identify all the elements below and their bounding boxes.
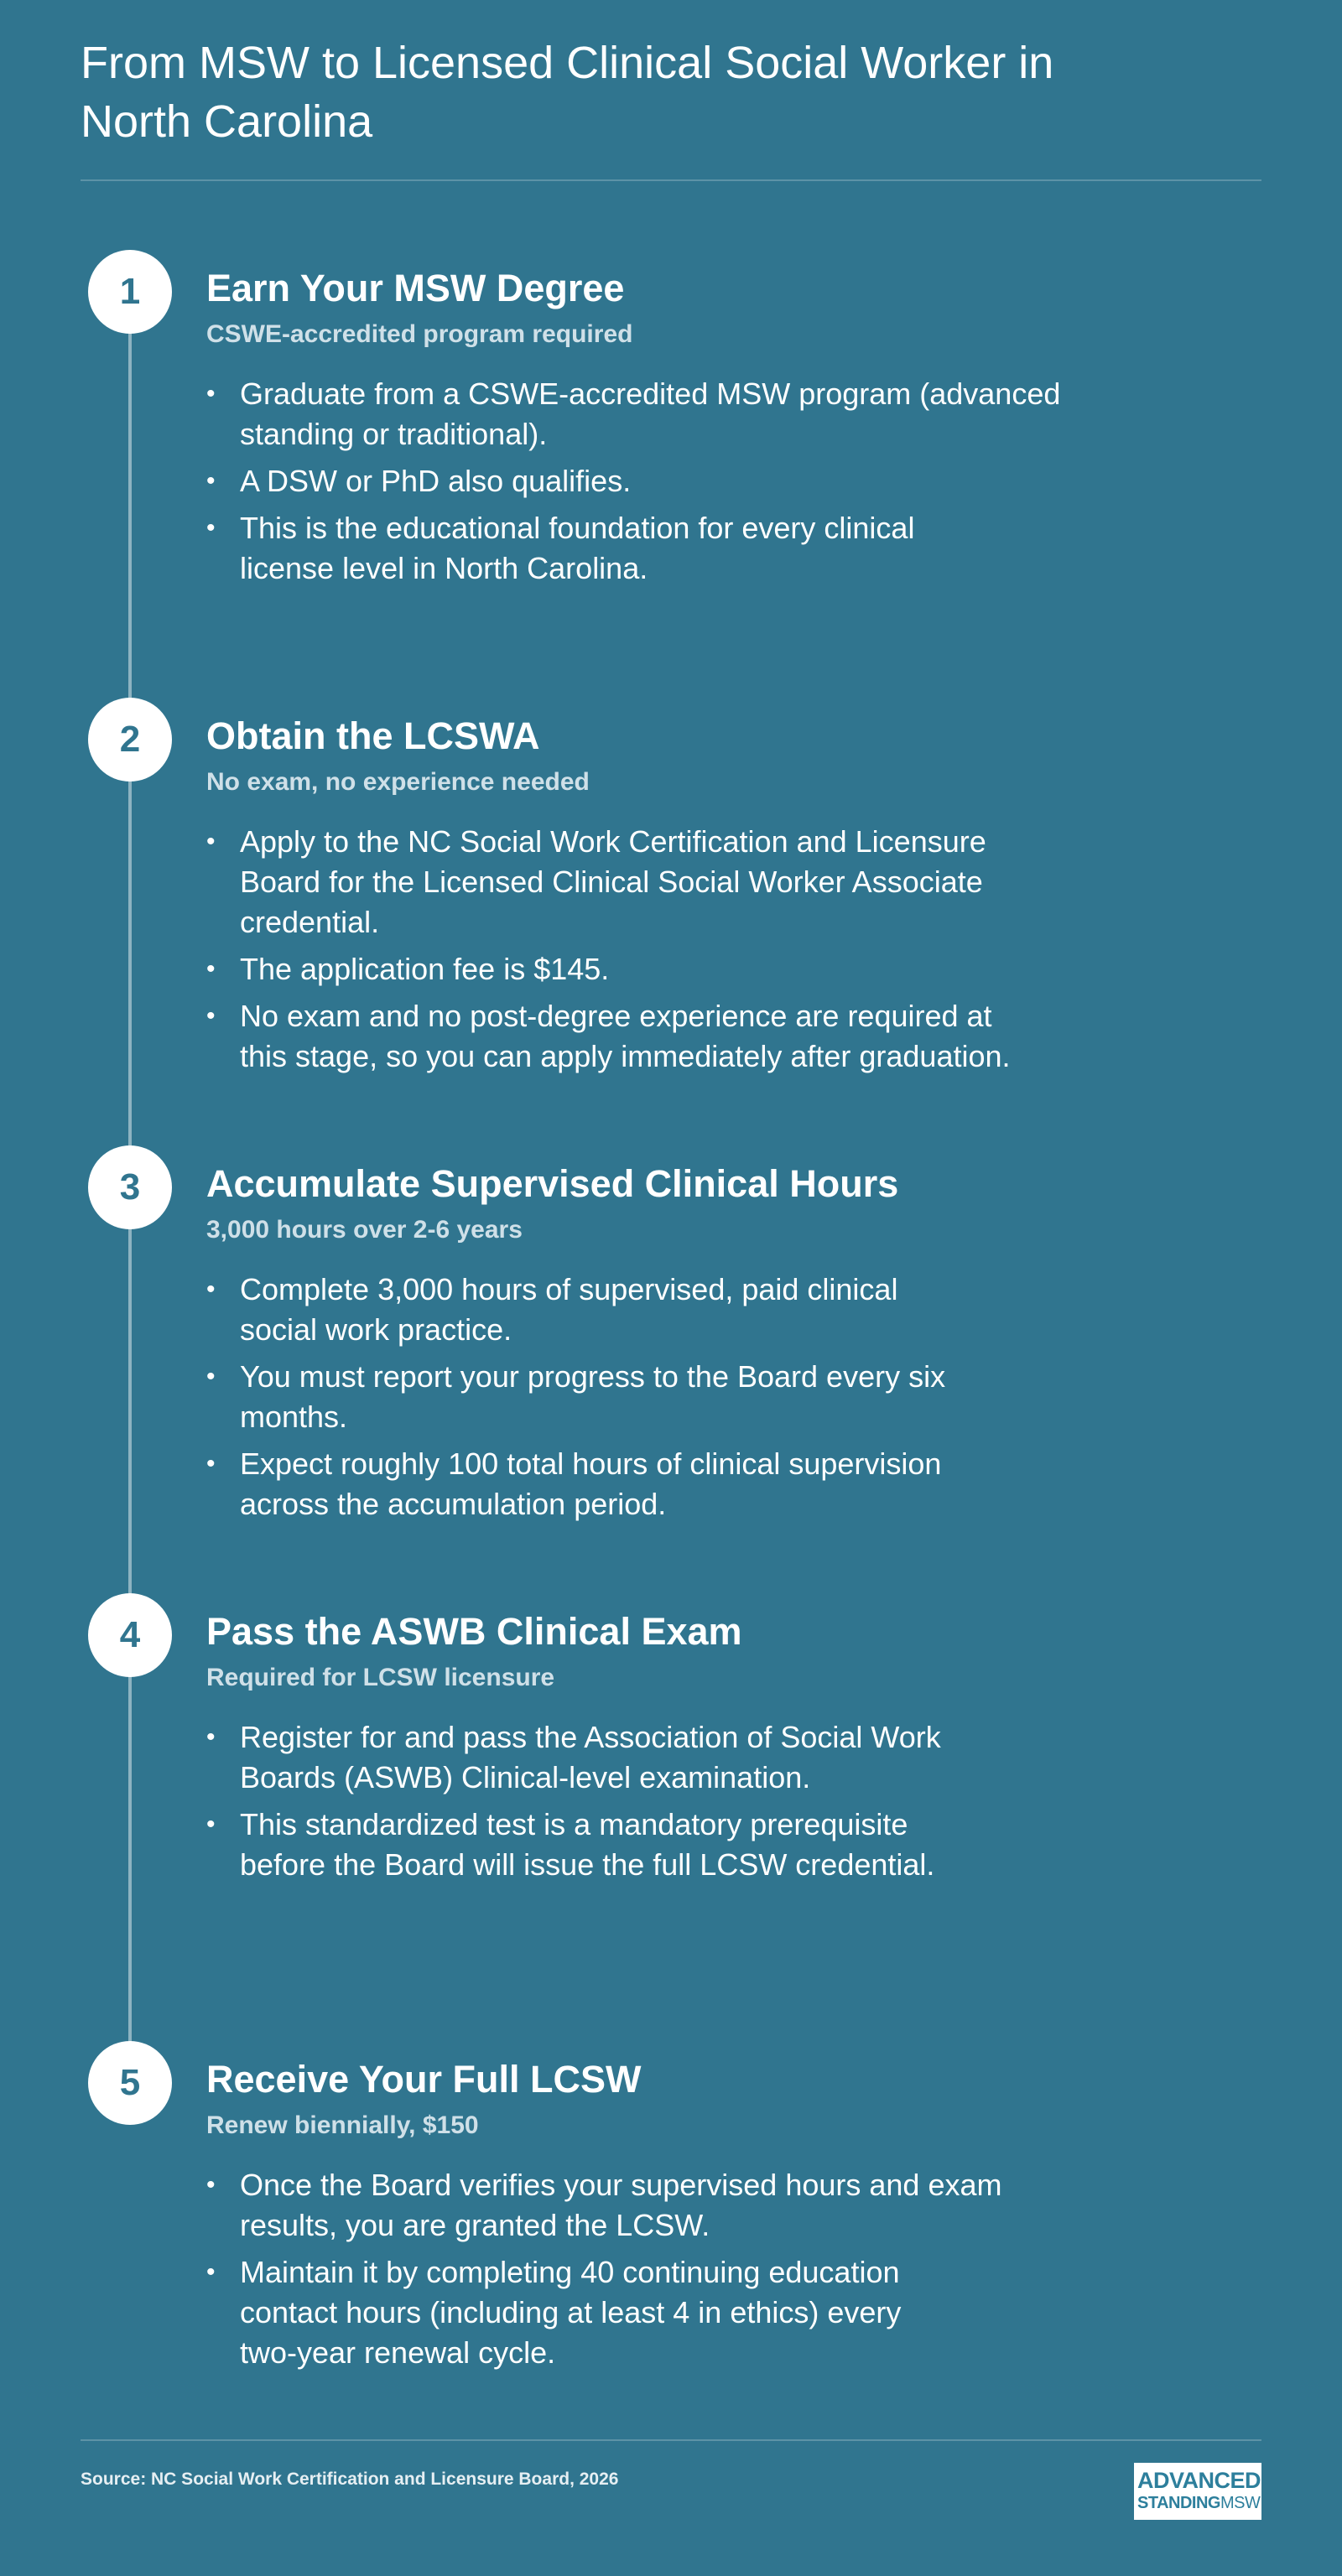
step-bullet: • You must report your progress to the Board every six months. [206,1357,1012,1437]
step-bullet-list [206,822,1045,1083]
step-bullet: • A DSW or PhD also qualifies. [206,461,1129,501]
source-citation: Source: NC Social Work Certification and Licensure Board, 2026 [81,2470,619,2489]
step-bullet: • Expect roughly 100 total hours of clinical supervision across the accumulation period. [206,1444,1012,1524]
step-number-badge: 5 [88,2041,172,2125]
brand-logo-line1: ADVANCED [1137,2468,1261,2493]
brand-logo-line2 [1137,2493,1261,2513]
step-bullet: • The application fee is $145. [206,949,1045,989]
step-5 [0,2041,1342,2393]
brand-logo-standing: STANDING [1137,2494,1220,2512]
step-subtitle: Required for LCSW licensure [206,1664,555,1691]
step-number-badge: 2 [88,698,172,782]
step-title: Accumulate Supervised Clinical Hours [206,1162,899,1205]
step-number-badge: 3 [88,1145,172,1229]
step-bullet: • Register for and pass the Association of Social Work Boards (ASWB) Clinical-level examination. [206,1717,1012,1798]
step-1 [0,250,1342,602]
step-title: Earn Your MSW Degree [206,267,625,309]
step-bullet-list [206,2165,1045,2380]
step-subtitle: No exam, no experience needed [206,768,590,796]
step-bullet: • Complete 3,000 hours of supervised, paid clinical social work practice. [206,1270,978,1350]
step-3 [0,1145,1342,1521]
title-divider [81,179,1261,181]
step-bullet-list [206,374,1129,595]
step-bullet: • This standardized test is a mandatory prerequisite before the Board will issue the full LCSW credential. [206,1805,995,1885]
step-4 [0,1593,1342,1895]
step-bullet: • Maintain it by completing 40 continuing education contact hours (including at least 4 in ethics) every two-year renewal cycle. [206,2252,961,2373]
step-bullet: • Graduate from a CSWE-accredited MSW program (advanced standing or traditional). [206,374,1129,454]
step-subtitle: Renew biennially, $150 [206,2111,479,2139]
step-bullet-list [206,1270,1012,1531]
step-title: Pass the ASWB Clinical Exam [206,1610,742,1653]
step-subtitle: 3,000 hours over 2-6 years [206,1216,523,1244]
step-bullet: • Once the Board verifies your supervised hours and exam results, you are granted the LCSW. [206,2165,1045,2246]
step-subtitle: CSWE-accredited program required [206,320,633,348]
step-title: Obtain the LCSWA [206,714,540,757]
page-title: From MSW to Licensed Clinical Social Worker in North Carolina [81,38,1054,147]
step-bullet: • This is the educational foundation for every clinical license level in North Carolina. [206,508,944,589]
step-number-badge: 4 [88,1593,172,1677]
step-bullet: • Apply to the NC Social Work Certification and Licensure Board for the Licensed Clinical Social Worker Associate credential. [206,822,1045,943]
brand-logo-msw: MSW [1220,2494,1261,2512]
step-2 [0,698,1342,1117]
step-title: Receive Your Full LCSW [206,2058,642,2101]
footer-divider [81,2439,1261,2441]
brand-logo[interactable] [1134,2463,1261,2520]
step-bullet-list [206,1717,1012,1892]
step-bullet: • No exam and no post-degree experience are required at this stage, so you can apply immediately after graduation. [206,996,1045,1077]
step-number-badge: 1 [88,250,172,334]
